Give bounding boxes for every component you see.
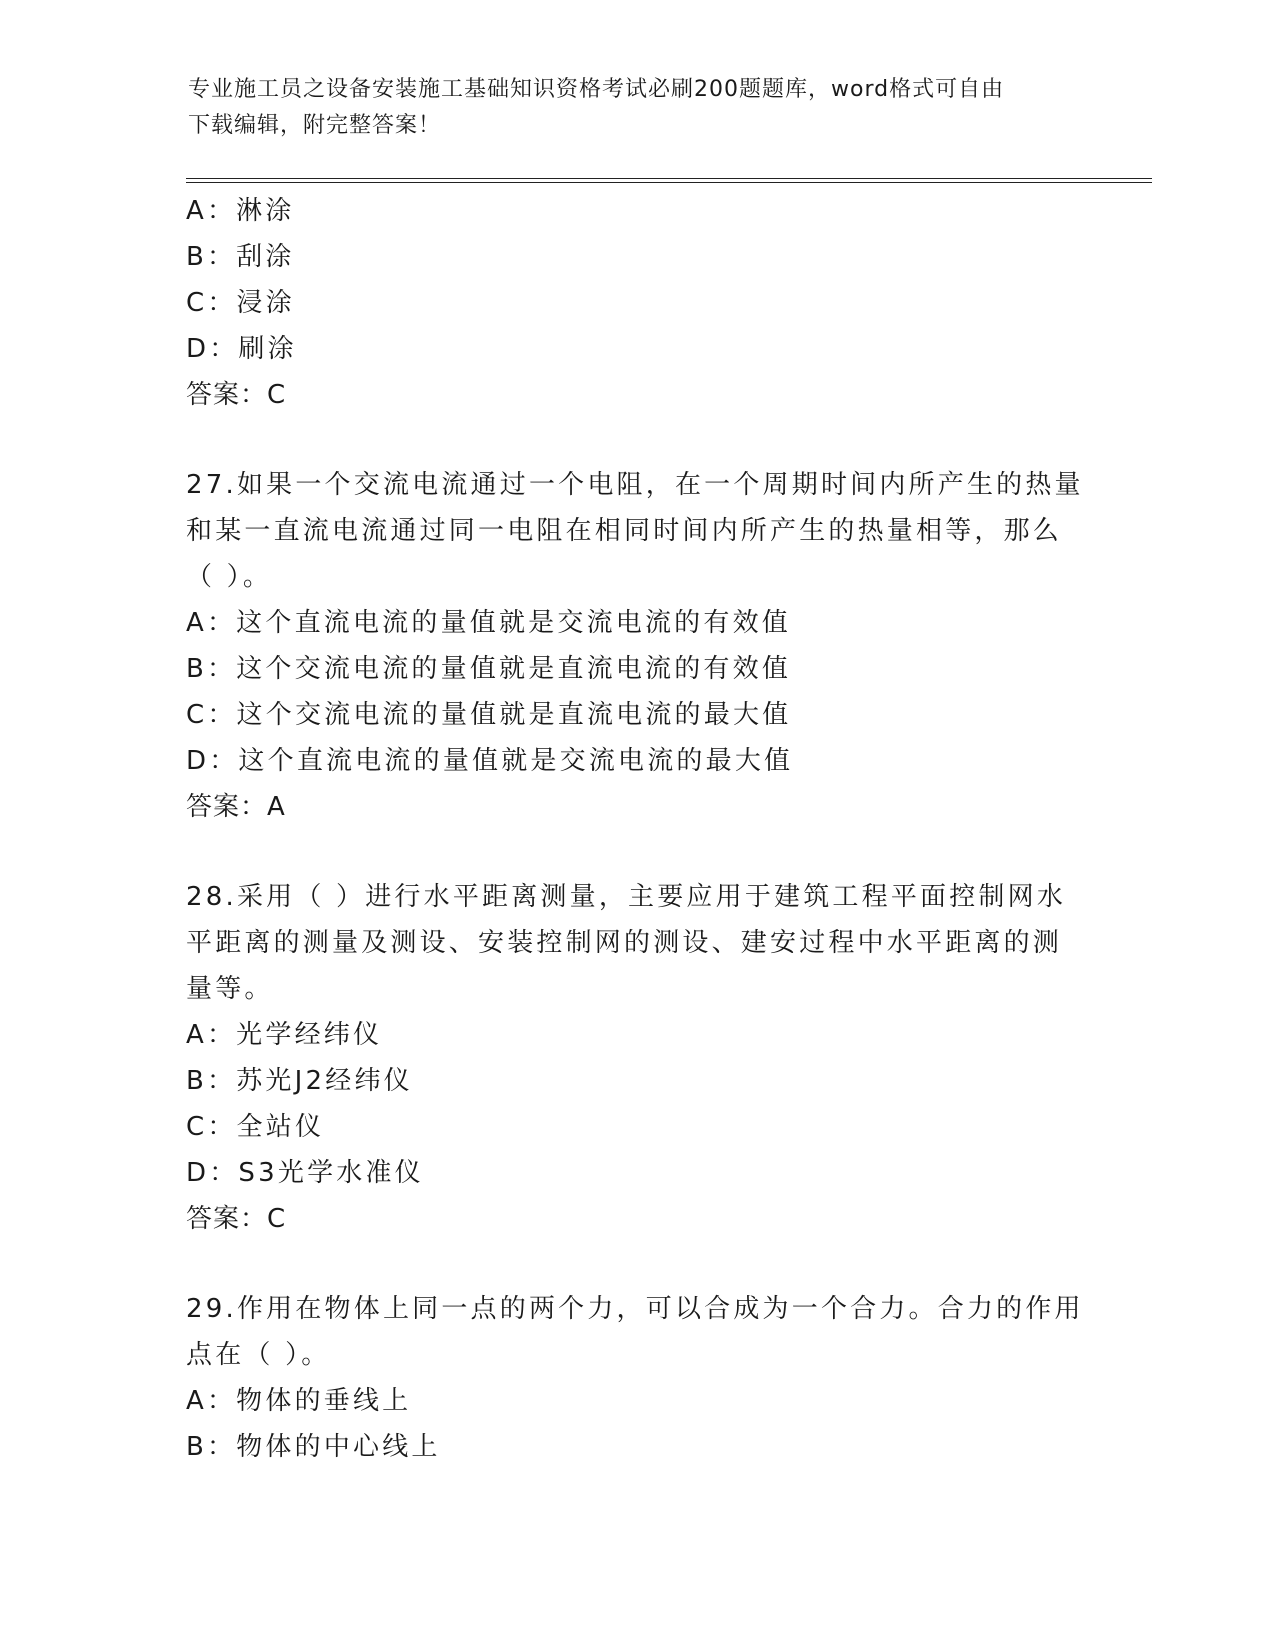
option-c: C：全站仪 — [186, 1112, 325, 1142]
question-text-line: 28.采用（ ）进行水平距离测量，主要应用于建筑工程平面控制网水 — [186, 882, 1067, 912]
option-c: C：这个交流电流的量值就是直流电流的最大值 — [186, 700, 792, 730]
question-text-line: 平距离的测量及测设、安装控制网的测设、建安过程中水平距离的测 — [186, 928, 1063, 958]
question-26-continuation — [186, 188, 1086, 418]
question-text-line: （ ）。 — [186, 562, 273, 592]
option-a: A：这个直流电流的量值就是交流电流的有效值 — [186, 608, 791, 638]
option-c: C：浸涂 — [186, 288, 295, 318]
question-27 — [186, 462, 1086, 830]
answer-line: 答案：A — [186, 792, 286, 822]
question-list — [186, 188, 1086, 1470]
question-28 — [186, 874, 1086, 1242]
option-b: B：苏光J2经纬仪 — [186, 1066, 413, 1096]
answer-line: 答案：C — [186, 380, 287, 410]
option-d: D：这个直流电流的量值就是交流电流的最大值 — [186, 746, 794, 776]
option-d: D：刷涂 — [186, 334, 297, 364]
header-title-line-1: 专业施工员之设备安装施工基础知识资格考试必刷200题题库，word格式可自由 — [188, 77, 1005, 102]
option-b: B：刮涂 — [186, 242, 295, 272]
question-text-line: 和某一直流电流通过同一电阻在相同时间内所产生的热量相等，那么 — [186, 516, 1063, 546]
document-header — [188, 72, 1068, 144]
question-text-line: 29.作用在物体上同一点的两个力，可以合成为一个合力。合力的作用 — [186, 1294, 1084, 1324]
option-a: A：淋涂 — [186, 196, 295, 226]
question-29 — [186, 1286, 1086, 1470]
answer-line: 答案：C — [186, 1204, 287, 1234]
header-divider-top — [186, 178, 1152, 179]
option-d: D：S3光学水准仪 — [186, 1158, 424, 1188]
option-b: B：物体的中心线上 — [186, 1432, 441, 1462]
option-a: A：光学经纬仪 — [186, 1020, 383, 1050]
question-text-line: 27.如果一个交流电流通过一个电阻，在一个周期时间内所产生的热量 — [186, 470, 1084, 500]
question-text-line: 量等。 — [186, 974, 274, 1004]
option-b: B：这个交流电流的量值就是直流电流的有效值 — [186, 654, 792, 684]
question-text-line: 点在（ ）。 — [186, 1340, 331, 1370]
header-divider-bottom — [186, 182, 1152, 183]
header-title-line-2: 下载编辑，附完整答案！ — [188, 113, 442, 138]
option-a: A：物体的垂线上 — [186, 1386, 412, 1416]
